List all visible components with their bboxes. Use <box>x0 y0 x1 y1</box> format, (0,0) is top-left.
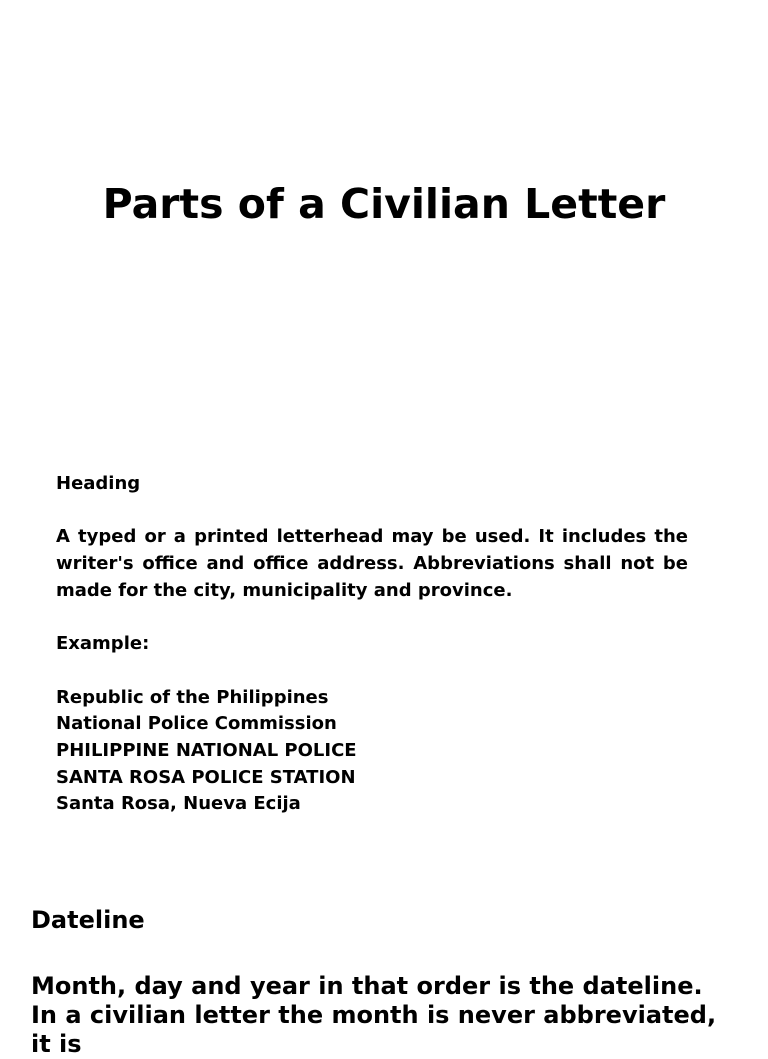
dateline-label: Dateline <box>31 906 145 934</box>
example-label: Example: <box>56 633 150 655</box>
dateline-text: Month, day and year in that order is the dateline. In a civilian letter the month is never abbreviated, it is <box>31 972 717 1058</box>
spacer <box>56 605 688 632</box>
heading-description: A typed or a printed letterhead may be used. It includes the writer's office and office address. Abbreviations shall not be made for the city, municipality and province. <box>56 526 688 601</box>
example-line-4: SANTA ROSA POLICE STATION <box>56 766 356 788</box>
example-line-5: Santa Rosa, Nueva Ecija <box>56 793 301 815</box>
page-title: Parts of a Civilian Letter <box>102 180 666 228</box>
spacer <box>56 498 688 525</box>
example-line-1: Republic of the Philippines <box>56 686 329 708</box>
example-line-2: National Police Commission <box>56 713 337 735</box>
example-line-3: PHILIPPINE NATIONAL POLICE <box>56 739 357 761</box>
spacer <box>56 658 688 685</box>
heading-section <box>56 471 688 818</box>
heading-label: Heading <box>56 473 141 494</box>
